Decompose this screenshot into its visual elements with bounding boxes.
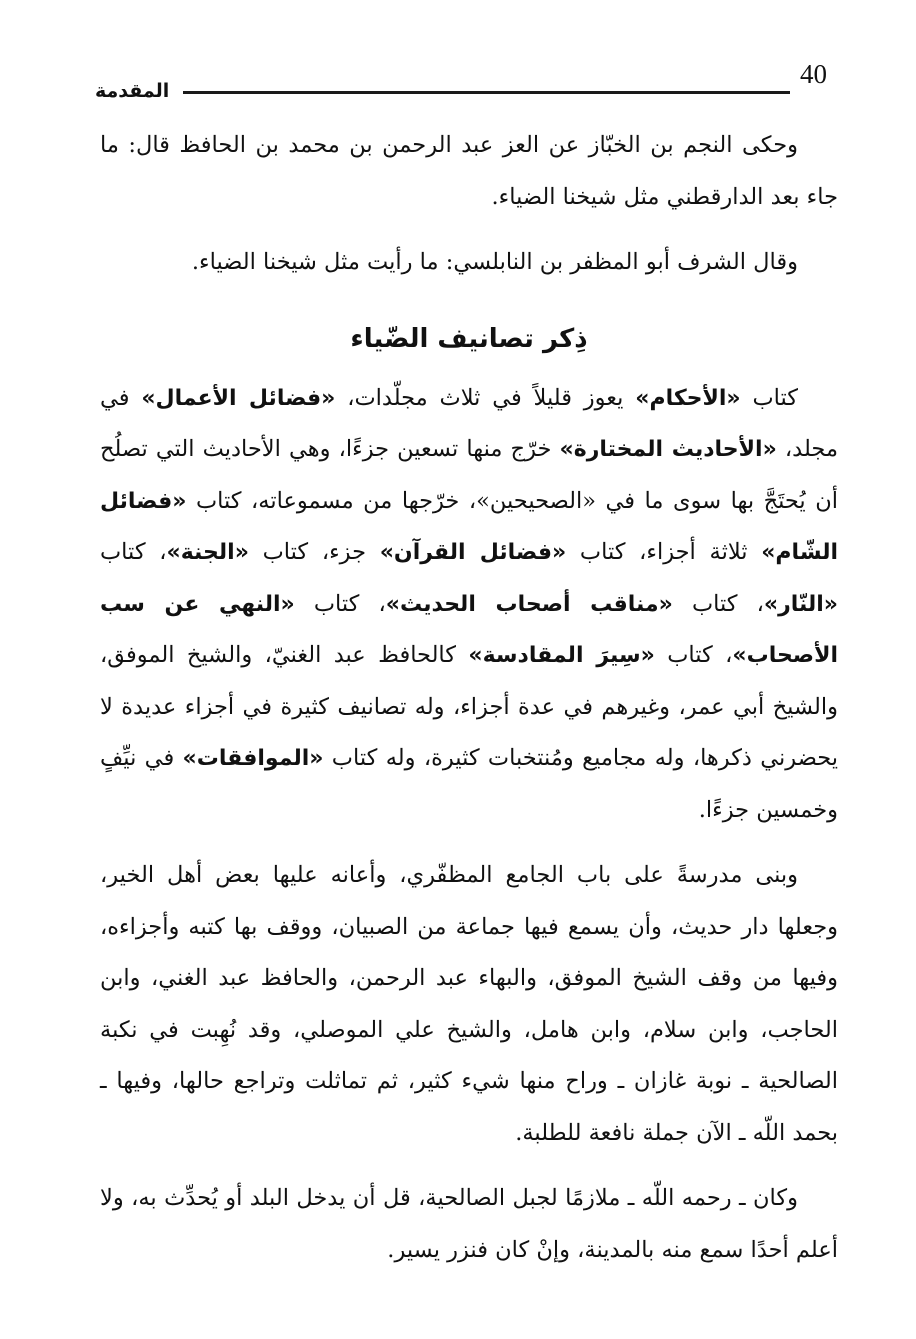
text-run: ، كتاب xyxy=(672,590,764,617)
section-title: ذِكر تصانيف الضّياء xyxy=(350,323,588,354)
text-run: كتاب xyxy=(740,384,798,411)
header-rule xyxy=(183,91,790,94)
paragraph-works xyxy=(100,373,838,837)
text-run: ثلاثة أجزاء، كتاب xyxy=(566,539,762,565)
book-title: «النّار» xyxy=(763,591,838,617)
book-title: «الأحكام» xyxy=(635,385,741,411)
paragraph-school: وبنى مدرسةً على باب الجامع المظفّري، وأعانه عليها بعض أهل الخير، وجعلها دار حديث، وأن يسمع فيها جماعة من الصبيان، ووقف بها كتبه وأجزاءه، وفيها من وقف الشيخ الموفق، والبهاء عبد الرحمن، والحافظ عبد الغني، وابن الحاجب، وابن سلام، وابن هامل، والشيخ علي الموصلي، وقد نُهِبت في نكبة الصالحية ـ نوبة غازان ـ وراح منها شيء كثير، ثم تماثلت وتراجع حالها، وفيها ـ بحمد اللّه ـ الآن جملة نافعة للطلبة. xyxy=(100,862,838,1146)
book-title: «مناقب أصحاب الحديث» xyxy=(385,591,673,617)
text-run: في مجلد، xyxy=(100,384,839,462)
text-run: ، كتاب xyxy=(654,642,733,668)
text-run: ، كتاب xyxy=(100,539,167,565)
text-run: كالحافظ عبد الغنيّ، والشيخ الموفق، والشيخ أبي عمر، وغيرهم في عدة أجزاء، وله تصانيف كثيرة في أجزاء عديدة لا يحضرني ذكرها، وله مجاميع ومُنتخبات كثيرة، وله كتاب xyxy=(100,642,839,771)
page-header xyxy=(95,58,835,108)
book-title: «النهي عن سب الأصحاب» xyxy=(100,591,838,668)
paragraph-sharaf: وقال الشرف أبو المظفر بن النابلسي: ما رأيت مثل شيخنا الضياء. xyxy=(191,249,798,275)
book-title: «فضائل القرآن» xyxy=(379,540,567,565)
text-run: يعوز قليلاً في ثلاث مجلّدات، xyxy=(335,384,636,411)
body-text xyxy=(100,120,838,1290)
book-title: «الجنة» xyxy=(166,540,249,565)
text-run: جزء، كتاب xyxy=(248,539,380,565)
running-title: المقدمة xyxy=(95,80,170,102)
book-title: «الأحاديث المختارة» xyxy=(559,437,777,462)
page-number: 40 xyxy=(800,59,827,89)
book-title: «سِيرَ المقادسة» xyxy=(468,643,655,668)
paragraph-najm: وحكى النجم بن الخبّاز عن العز عبد الرحمن بن محمد بن الحافظ قال: ما جاء بعد الدارقطني مثل شيخنا الضياء. xyxy=(100,132,838,210)
text-run: خرّج منها تسعين جزءًا، وهي الأحاديث التي تصلُح أن يُحتَجَّ بها سوى ما في «الصحيحين»، خرّجها من مسموعاته، كتاب xyxy=(100,436,838,514)
book-title: «الموافقات» xyxy=(182,746,324,771)
book-title: «فضائل الأعمال» xyxy=(141,385,336,411)
paragraph-last: وكان ـ رحمه اللّه ـ ملازمًا لجبل الصالحية، قل أن يدخل البلد أو يُحدِّث به، ولا أعلم أحدًا سمع منه بالمدينة، وإنْ كان فنزر يسير. xyxy=(100,1185,838,1263)
text-run: في نيِّفٍ وخمسين جزءًا. xyxy=(100,745,838,823)
book-title: «فضائل الشّام» xyxy=(100,488,839,565)
text-run: ، كتاب xyxy=(294,590,386,617)
